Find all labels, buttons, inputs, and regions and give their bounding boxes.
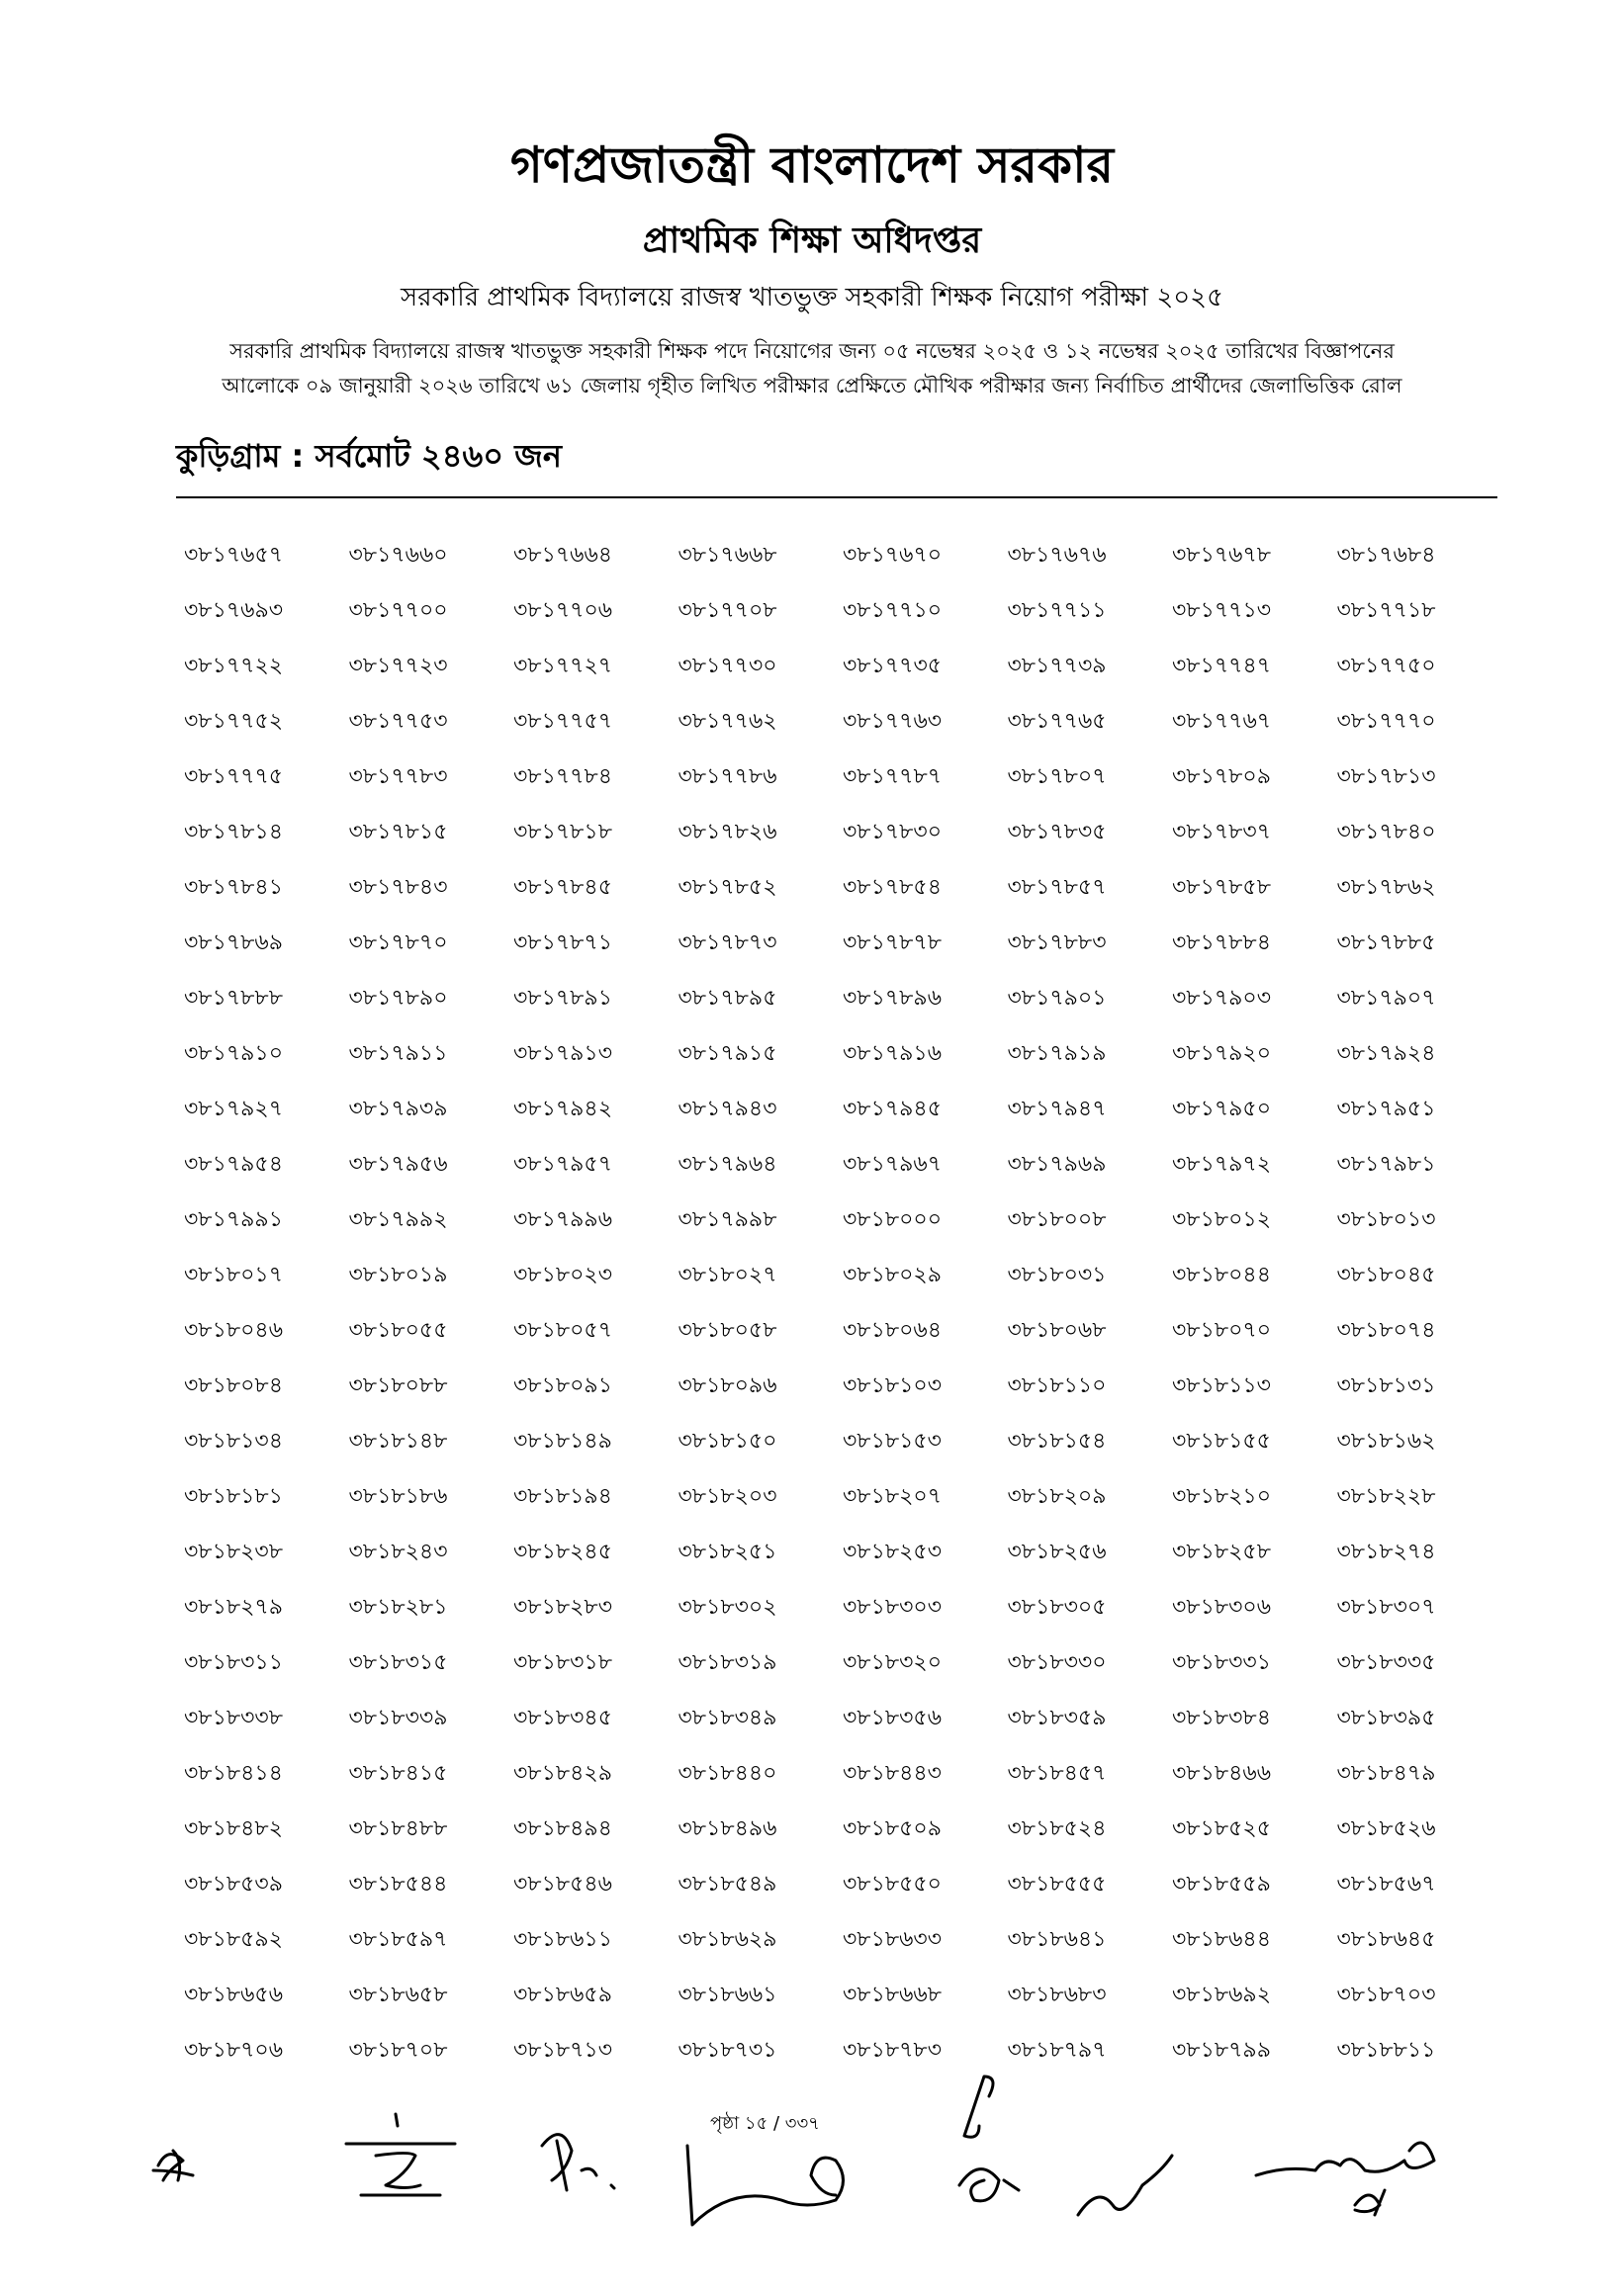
roll-number: ৩৮১৮০৪৫ — [1336, 1263, 1436, 1287]
roll-number: ৩৮১৮০৬৪ — [843, 1318, 943, 1343]
roll-number: ৩৮১৮৪৯৪ — [513, 1816, 612, 1841]
roll-number: ৩৮১৭৭৩০ — [677, 654, 777, 678]
roll-number: ৩৮১৭৮১৫ — [348, 820, 448, 844]
roll-number: ৩৮১৭৮৬৯ — [184, 930, 284, 955]
roll-number: ৩৮১৮১৪৯ — [513, 1429, 612, 1454]
roll-number: ৩৮১৭৭২৩ — [348, 654, 448, 678]
roll-number: ৩৮১৮২৪৫ — [513, 1540, 612, 1564]
roll-number: ৩৮১৮০৮৮ — [348, 1373, 448, 1398]
roll-number: ৩৮১৭৬৬৮ — [677, 543, 777, 568]
roll-number: ৩৮১৭৮১৪ — [184, 820, 283, 844]
roll-number: ৩৮১৭৯০১ — [1007, 986, 1107, 1011]
roll-number: ৩৮১৭৯৯৮ — [677, 1207, 777, 1232]
roll-number: ৩৮১৮৩৩০ — [1007, 1650, 1107, 1675]
roll-number: ৩৮১৮২৭৪ — [1336, 1540, 1436, 1564]
roll-number: ৩৮১৮২০৭ — [843, 1484, 943, 1509]
roll-number: ৩৮১৭৭২২ — [184, 654, 284, 678]
roll-number: ৩৮১৮৫৫০ — [843, 1872, 942, 1897]
roll-number: ৩৮১৭৭৭০ — [1336, 709, 1436, 734]
roll-number: ৩৮১৮১৪৮ — [348, 1429, 448, 1454]
roll-number: ৩৮১৭৯৫৪ — [184, 1152, 283, 1177]
roll-number: ৩৮১৮৮১১ — [1336, 2038, 1436, 2063]
roll-number: ৩৮১৮২০৩ — [677, 1484, 777, 1509]
roll-number: ৩৮১৮৩৩৯ — [348, 1706, 448, 1730]
roll-number: ৩৮১৮৩০৬ — [1172, 1595, 1272, 1620]
roll-number: ৩৮১৭৮১৮ — [513, 820, 612, 844]
roll-number: ৩৮১৭৮৫৭ — [1007, 875, 1107, 900]
roll-number: ৩৮১৭৭৫২ — [184, 709, 284, 734]
roll-number: ৩৮১৮০২৩ — [513, 1263, 613, 1287]
roll-number: ৩৮১৮৫৩৯ — [184, 1872, 283, 1897]
roll-number: ৩৮১৮৩৫৬ — [843, 1706, 943, 1730]
roll-number: ৩৮১৭৮০৯ — [1172, 764, 1272, 789]
roll-number: ৩৮১৮১৩৪ — [184, 1429, 283, 1454]
roll-number: ৩৮১৮৫৬৭ — [1336, 1872, 1436, 1897]
roll-number: ৩৮১৮০২৯ — [843, 1263, 943, 1287]
roll-number: ৩৮১৭৮৯০ — [348, 986, 448, 1011]
roll-number: ৩৮১৭৮৮৩ — [1007, 930, 1107, 955]
roll-number: ৩৮১৭৮৭৩ — [677, 930, 777, 955]
roll-number: ৩৮১৮৪৮৮ — [348, 1816, 448, 1841]
roll-number: ৩৮১৮০৪৪ — [1172, 1263, 1271, 1287]
roll-number: ৩৮১৭৯১৫ — [677, 1041, 777, 1066]
roll-number: ৩৮১৮৩৮৪ — [1172, 1706, 1271, 1730]
roll-number: ৩৮১৭৮৭০ — [348, 930, 448, 955]
roll-number: ৩৮১৭৮৫২ — [677, 875, 777, 900]
roll-number: ৩৮১৮০৭০ — [1172, 1318, 1272, 1343]
roll-number-grid — [184, 528, 1499, 2078]
roll-number: ৩৮১৭৮৩৫ — [1007, 820, 1107, 844]
signature-4 — [687, 2146, 844, 2225]
roll-number: ৩৮১৮৩০৩ — [843, 1595, 943, 1620]
page-number: পৃষ্ঠা ১৫ / ৩৩৭ — [710, 2113, 820, 2134]
roll-number: ৩৮১৮৪৫৭ — [1007, 1761, 1107, 1786]
roll-number: ৩৮১৭৯১৯ — [1007, 1041, 1107, 1066]
government-title: গণপ্রজাতন্ত্রী বাংলাদেশ সরকার — [510, 136, 1114, 194]
notice-line-2: আলোকে ০৯ জানুয়ারী ২০২৬ তারিখে ৬১ জেলায় গৃহীত লিখিত পরীক্ষার প্রেক্ষিতে মৌখিক পরীক্ষার জন্য নির্বাচিত প্রার্থীদের জেলাভিত্তিক রোল — [222, 374, 1402, 397]
roll-number: ৩৮১৮৫৪৬ — [513, 1872, 612, 1897]
roll-number: ৩৮১৭৯১৩ — [513, 1041, 613, 1066]
roll-number: ৩৮১৮৭৮৩ — [843, 2038, 943, 2063]
roll-number: ৩৮১৭৭৬২ — [677, 709, 777, 734]
roll-number: ৩৮১৭৭০০ — [348, 598, 448, 623]
roll-number: ৩৮১৮১০৩ — [843, 1373, 943, 1398]
roll-number: ৩৮১৭৭০৮ — [677, 598, 777, 623]
roll-number: ৩৮১৭৬৭০ — [843, 543, 943, 568]
roll-number: ৩৮১৭৮৪১ — [184, 875, 283, 900]
roll-number: ৩৮১৭৯১৬ — [843, 1041, 943, 1066]
roll-number: ৩৮১৭৭৮৬ — [677, 764, 777, 789]
roll-number: ৩৮১৮৫২৫ — [1172, 1816, 1271, 1841]
signature-7 — [1256, 2143, 1434, 2215]
roll-number: ৩৮১৮০৫৫ — [348, 1318, 448, 1343]
roll-number: ৩৮১৮৬৬৮ — [843, 1983, 943, 2007]
roll-number: ৩৮১৮৬২৯ — [677, 1927, 777, 1952]
roll-number: ৩৮১৮৪৬৬ — [1172, 1761, 1272, 1786]
roll-number: ৩৮১৭৮৮৮ — [184, 986, 283, 1011]
roll-number: ৩৮১৭৮৬২ — [1336, 875, 1436, 900]
roll-number: ৩৮১৮৫০৯ — [843, 1816, 942, 1841]
roll-number: ৩৮১৮৩২০ — [843, 1650, 943, 1675]
roll-number: ৩৮১৮৩৫৯ — [1007, 1706, 1107, 1730]
roll-number: ৩৮১৮০০৮ — [1007, 1207, 1107, 1232]
roll-number: ৩৮১৭৬৯৩ — [184, 598, 284, 623]
roll-number: ৩৮১৭৬৭৬ — [1007, 543, 1107, 568]
roll-number: ৩৮১৭৮৫৪ — [843, 875, 942, 900]
roll-number: ৩৮১৮৫৫৯ — [1172, 1872, 1271, 1897]
roll-number: ৩৮১৮৬৮৩ — [1007, 1983, 1107, 2007]
roll-number: ৩৮১৮৫২৬ — [1336, 1816, 1436, 1841]
roll-number: ৩৮১৮৩৩৫ — [1336, 1650, 1436, 1675]
heading-divider — [176, 496, 1497, 498]
roll-number: ৩৮১৮০১২ — [1172, 1207, 1272, 1232]
roll-number: ৩৮১৭৬৫৭ — [184, 543, 284, 568]
roll-number: ৩৮১৭৯৯২ — [348, 1207, 448, 1232]
roll-number: ৩৮১৭৭৫০ — [1336, 654, 1436, 678]
roll-number: ৩৮১৮৩৯৫ — [1336, 1706, 1436, 1730]
roll-number: ৩৮১৮৩১৫ — [348, 1650, 448, 1675]
roll-number: ৩৮১৮৩০২ — [677, 1595, 777, 1620]
roll-number: ৩৮১৭৮০৭ — [1007, 764, 1107, 789]
roll-number: ৩৮১৮৩০৭ — [1336, 1595, 1436, 1620]
roll-number: ৩৮১৮১৩১ — [1336, 1373, 1436, 1398]
roll-number: ৩৮১৮১৮১ — [184, 1484, 283, 1509]
roll-number: ৩৮১৮৩০৫ — [1007, 1595, 1107, 1620]
roll-number: ৩৮১৮২৫১ — [677, 1540, 777, 1564]
roll-number: ৩৮১৮৩১৮ — [513, 1650, 612, 1675]
roll-number: ৩৮১৭৮২৬ — [677, 820, 777, 844]
roll-number: ৩৮১৮১১০ — [1007, 1373, 1107, 1398]
roll-number: ৩৮১৭৭৬৩ — [843, 709, 943, 734]
roll-number: ৩৮১৭৮৮৪ — [1172, 930, 1271, 955]
roll-number: ৩৮১৭৭৪৭ — [1172, 654, 1272, 678]
roll-number: ৩৮১৮১৫৩ — [843, 1429, 942, 1454]
roll-number: ৩৮১৮২৭৯ — [184, 1595, 284, 1620]
roll-number: ৩৮১৮০৯১ — [513, 1373, 612, 1398]
roll-number: ৩৮১৭৭৭৫ — [184, 764, 284, 789]
roll-number: ৩৮১৮২২৮ — [1336, 1484, 1436, 1509]
roll-number: ৩৮১৮৪৭৯ — [1336, 1761, 1436, 1786]
roll-number: ৩৮১৭৮৯৬ — [843, 986, 943, 1011]
roll-number: ৩৮১৮৫৪৯ — [677, 1872, 777, 1897]
roll-number: ৩৮১৭৭১৩ — [1172, 598, 1272, 623]
roll-number: ৩৮১৮১৫০ — [677, 1429, 777, 1454]
roll-number: ৩৮১৭৯৪৫ — [843, 1097, 942, 1121]
roll-number: ৩৮১৭৯৫০ — [1172, 1097, 1272, 1121]
roll-number: ৩৮১৮৫৯২ — [184, 1927, 283, 1952]
roll-number: ৩৮১৭৯১০ — [184, 1041, 284, 1066]
roll-number: ৩৮১৮০৭৪ — [1336, 1318, 1436, 1343]
signature-1 — [153, 2151, 193, 2180]
roll-number: ৩৮১৮০১৩ — [1336, 1207, 1436, 1232]
roll-number: ৩৮১৮৬৫৯ — [513, 1983, 612, 2007]
roll-number: ৩৮১৮৫২৪ — [1007, 1816, 1107, 1841]
roll-number: ৩৮১৭৯৯১ — [184, 1207, 283, 1232]
roll-number: ৩৮১৮৩৪৯ — [677, 1706, 777, 1730]
roll-number: ৩৮১৭৯৫১ — [1336, 1097, 1436, 1121]
roll-number: ৩৮১৮৭০৮ — [348, 2038, 448, 2063]
roll-number: ৩৮১৮২৫৬ — [1007, 1540, 1107, 1564]
roll-number: ৩৮১৮৭৯৯ — [1172, 2038, 1271, 2063]
roll-number: ৩৮১৭৯৮১ — [1336, 1152, 1436, 1177]
roll-number: ৩৮১৮৬৬১ — [677, 1983, 777, 2007]
signature-3 — [542, 2135, 614, 2190]
roll-number: ৩৮১৭৮৮৫ — [1336, 930, 1436, 955]
roll-number: ৩৮১৭৭১১ — [1007, 598, 1107, 623]
roll-number: ৩৮১৮২০৯ — [1007, 1484, 1107, 1509]
roll-number: ৩৮১৮০৪৬ — [184, 1318, 284, 1343]
roll-number: ৩৮১৮৬১১ — [513, 1927, 612, 1952]
roll-number: ৩৮১৭৭৬৫ — [1007, 709, 1107, 734]
roll-number: ৩৮১৭৮৩৭ — [1172, 820, 1272, 844]
signature-6 — [1078, 2156, 1172, 2215]
roll-number: ৩৮১৭৭৫৭ — [513, 709, 613, 734]
roll-number: ৩৮১৭৬৮৪ — [1336, 543, 1436, 568]
roll-number: ৩৮১৭৯৬৭ — [843, 1152, 943, 1177]
roll-number: ৩৮১৮৬৫৮ — [348, 1983, 448, 2007]
roll-number: ৩৮১৮৭৩১ — [677, 2038, 777, 2063]
roll-number: ৩৮১৮৩১১ — [184, 1650, 283, 1675]
roll-number: ৩৮১৮০৬৮ — [1007, 1318, 1107, 1343]
roll-number: ৩৮১৭৭৬৭ — [1172, 709, 1272, 734]
directorate-title: প্রাথমিক শিক্ষা অধিদপ্তর — [642, 221, 982, 261]
roll-number: ৩৮১৮২১০ — [1172, 1484, 1272, 1509]
roll-number: ৩৮১৭৯৫৭ — [513, 1152, 613, 1177]
roll-number: ৩৮১৮৪১৫ — [348, 1761, 448, 1786]
roll-number: ৩৮১৮১৫৪ — [1007, 1429, 1107, 1454]
roll-number: ৩৮১৮৫৯৭ — [348, 1927, 448, 1952]
roll-number: ৩৮১৭৭০৬ — [513, 598, 613, 623]
roll-number: ৩৮১৮৪৪৩ — [843, 1761, 942, 1786]
roll-number: ৩৮১৭৯৫৬ — [348, 1152, 448, 1177]
roll-number: ৩৮১৮৫৪৪ — [348, 1872, 448, 1897]
roll-number: ৩৮১৭৭৩৫ — [843, 654, 943, 678]
roll-number: ৩৮১৮০৮৪ — [184, 1373, 283, 1398]
signature-5 — [959, 2076, 1019, 2201]
roll-number: ৩৮১৭৮১৩ — [1336, 764, 1436, 789]
signatures — [0, 2057, 1624, 2294]
roll-number: ৩৮১৮০৩১ — [1007, 1263, 1107, 1287]
roll-number: ৩৮১৭৯৯৬ — [513, 1207, 613, 1232]
roll-number: ৩৮১৭৯৭২ — [1172, 1152, 1272, 1177]
roll-number: ৩৮১৮৬৩৩ — [843, 1927, 943, 1952]
roll-number: ৩৮১৭৯৬৪ — [677, 1152, 777, 1177]
roll-number: ৩৮১৭৯৪২ — [513, 1097, 613, 1121]
roll-number: ৩৮১৭৮৪০ — [1336, 820, 1436, 844]
roll-number: ৩৮১৮১৫৫ — [1172, 1429, 1271, 1454]
roll-number: ৩৮১৭৮৫৮ — [1172, 875, 1271, 900]
roll-number: ৩৮১৭৯১১ — [348, 1041, 448, 1066]
roll-number: ৩৮১৮৭০৬ — [184, 2038, 284, 2063]
roll-number: ৩৮১৮১৮৬ — [348, 1484, 448, 1509]
roll-number: ৩৮১৭৬৭৮ — [1172, 543, 1272, 568]
roll-number: ৩৮১৮২৮১ — [348, 1595, 448, 1620]
roll-number: ৩৮১৭৯২৪ — [1336, 1041, 1436, 1066]
roll-number: ৩৮১৭৬৬০ — [348, 543, 448, 568]
roll-number: ৩৮১৮৭০৩ — [1336, 1983, 1436, 2007]
roll-number: ৩৮১৮৬৯২ — [1172, 1983, 1272, 2007]
roll-number: ৩৮১৮৭১৩ — [513, 2038, 613, 2063]
roll-number: ৩৮১৮০১৭ — [184, 1263, 284, 1287]
roll-number: ৩৮১৭৭৫৩ — [348, 709, 448, 734]
roll-number: ৩৮১৮৩৩৮ — [184, 1706, 284, 1730]
roll-number: ৩৮১৭৭২৭ — [513, 654, 613, 678]
roll-number: ৩৮১৭৯৪৭ — [1007, 1097, 1107, 1121]
roll-number: ৩৮১৮৪১৪ — [184, 1761, 283, 1786]
roll-number: ৩৮১৭৯৪৩ — [677, 1097, 777, 1121]
roll-number: ৩৮১৭৯২০ — [1172, 1041, 1272, 1066]
roll-number: ৩৮১৮০৯৬ — [677, 1373, 777, 1398]
roll-number: ৩৮১৭৭৮৩ — [348, 764, 448, 789]
roll-number: ৩৮১৭৯৩৯ — [348, 1097, 448, 1121]
roll-number: ৩৮১৭৭১০ — [843, 598, 943, 623]
roll-number: ৩৮১৮২৮৩ — [513, 1595, 613, 1620]
roll-number: ৩৮১৭৯০৩ — [1172, 986, 1272, 1011]
roll-number: ৩৮১৮৪৯৬ — [677, 1816, 777, 1841]
roll-number: ৩৮১৭৮৭৮ — [843, 930, 943, 955]
roll-number: ৩৮১৭৮৯১ — [513, 986, 612, 1011]
roll-number: ৩৮১৮০২৭ — [677, 1263, 777, 1287]
roll-number: ৩৮১৮০৫৭ — [513, 1318, 613, 1343]
roll-number: ৩৮১৮১৬২ — [1336, 1429, 1436, 1454]
district-heading: কুড়িগ্রাম : সর্বমোট ২৪৬০ জন — [176, 437, 562, 475]
roll-number: ৩৮১৮৩৩১ — [1172, 1650, 1272, 1675]
signature-2 — [346, 2114, 455, 2195]
roll-number: ৩৮১৮৬৫৬ — [184, 1983, 284, 2007]
roll-number: ৩৮১৭৭১৮ — [1336, 598, 1436, 623]
notice-text — [168, 334, 1456, 403]
roll-number: ৩৮১৮৩৪৫ — [513, 1706, 612, 1730]
roll-number: ৩৮১৮৪৪০ — [677, 1761, 777, 1786]
roll-number: ৩৮১৮২৫৮ — [1172, 1540, 1271, 1564]
roll-number: ৩৮১৮৬৪৫ — [1336, 1927, 1436, 1952]
notice-line-1: সরকারি প্রাথমিক বিদ্যালয়ে রাজস্ব খাতভুক্ত সহকারী শিক্ষক পদে নিয়োগের জন্য ০৫ নভেম্বর ২০২৫ ও ১২ নভেম্বর ২০২৫ তারিখের বিজ্ঞাপনের — [229, 339, 1395, 363]
roll-number: ৩৮১৭৮৪৩ — [348, 875, 448, 900]
roll-number: ৩৮১৭৮৭১ — [513, 930, 613, 955]
roll-number: ৩৮১৮৬৪১ — [1007, 1927, 1107, 1952]
roll-number: ৩৮১৮১৯৪ — [513, 1484, 612, 1509]
roll-number: ৩৮১৮১১৩ — [1172, 1373, 1271, 1398]
roll-number: ৩৮১৮০১৯ — [348, 1263, 448, 1287]
roll-number: ৩৮১৮৪৮২ — [184, 1816, 283, 1841]
roll-number: ৩৮১৮২৩৮ — [184, 1540, 284, 1564]
roll-number: ৩৮১৮০০০ — [843, 1207, 943, 1232]
roll-number: ৩৮১৮০৫৮ — [677, 1318, 777, 1343]
roll-number: ৩৮১৭৭৮৪ — [513, 764, 613, 789]
exam-title: সরকারি প্রাথমিক বিদ্যালয়ে রাজস্ব খাতভুক্ত সহকারী শিক্ষক নিয়োগ পরীক্ষা ২০২৫ — [401, 283, 1223, 312]
roll-number: ৩৮১৭৭৮৭ — [843, 764, 943, 789]
roll-number: ৩৮১৮৫৫৫ — [1007, 1872, 1107, 1897]
roll-number: ৩৮১৭৭৩৯ — [1007, 654, 1107, 678]
roll-number: ৩৮১৭৯৬৯ — [1007, 1152, 1107, 1177]
roll-number: ৩৮১৭৯২৭ — [184, 1097, 284, 1121]
roll-number: ৩৮১৭৮৯৫ — [677, 986, 777, 1011]
roll-number: ৩৮১৮২৪৩ — [348, 1540, 448, 1564]
roll-number: ৩৮১৮৬৪৪ — [1172, 1927, 1271, 1952]
roll-number: ৩৮১৭৮৩০ — [843, 820, 943, 844]
roll-number: ৩৮১৭৬৬৪ — [513, 543, 613, 568]
roll-number: ৩৮১৭৯০৭ — [1336, 986, 1436, 1011]
roll-number: ৩৮১৮২৫৩ — [843, 1540, 943, 1564]
roll-number: ৩৮১৮৭৯৭ — [1007, 2038, 1107, 2063]
roll-number: ৩৮১৮৪২৯ — [513, 1761, 612, 1786]
roll-number: ৩৮১৭৮৪৫ — [513, 875, 612, 900]
roll-number: ৩৮১৮৩১৯ — [677, 1650, 777, 1675]
